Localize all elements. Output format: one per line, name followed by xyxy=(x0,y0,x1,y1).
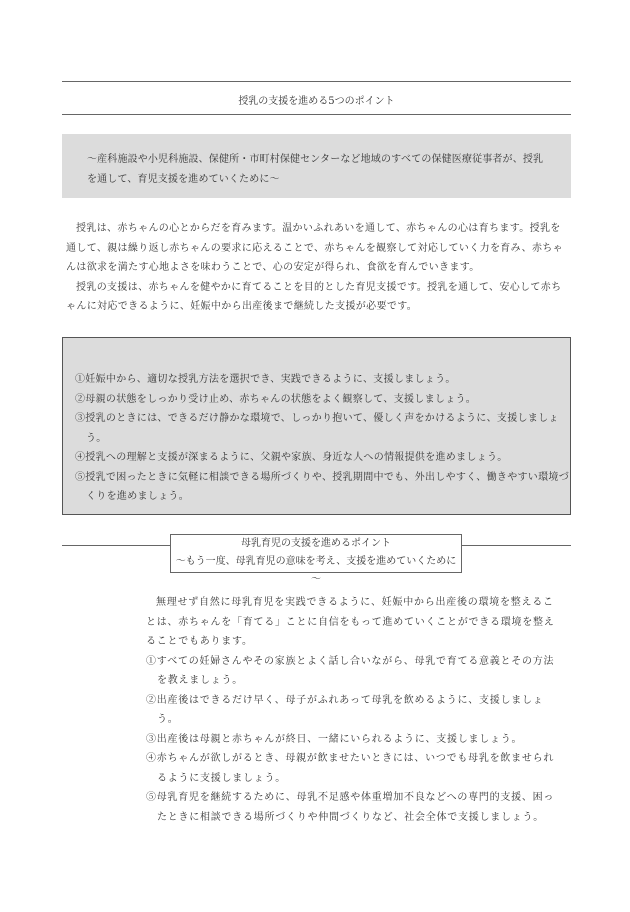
title-top-rule xyxy=(62,81,571,82)
list-item: ⑤母乳育児を継続するために、母乳不足感や体重増加不良などへの専門的支援、困ったときに相談できる場所づくりや仲間づくりなど、社会全体で支援しましょう。 xyxy=(146,792,555,823)
list-item: ③授乳のときには、できるだけ静かな環境で、しっかり抱いて、優しく声をかけるように、支援しましょう。 xyxy=(75,413,559,444)
section1-subtitle: ～産科施設や小児科施設、保健所・市町村保健センターなど地域のすべての保健医療従事者が、授乳を通して、育児支援を進めていくために～ xyxy=(87,154,544,185)
list-item: ②母親の状態をしっかり受け止め、赤ちゃんの状態をよく観察して、支援しましょう。 xyxy=(75,393,477,405)
list-item: ⑤授乳で困ったときに気軽に相談できる場所づくりや、授乳期間中でも、外出しやすく、働きやすい環境づくりを進めましょう。 xyxy=(75,471,569,502)
section2-subtitle: ～もう一度、母乳育児の意味を考え、支援を進めていくために～ xyxy=(175,556,457,585)
list-item: ③出産後は母親と赤ちゃんが終日、一緒にいられるように、支援しましょう。 xyxy=(146,733,523,745)
section2-body xyxy=(146,593,562,827)
section2-right-rule xyxy=(461,545,571,546)
section2-paragraph: 無理せず自然に母乳育児を実践できるように、妊娠中から出産後の環境を整えることは、赤ちゃんを「育てる」ことに自信をもって進めていくことができる環境を整えることでもあります。 xyxy=(146,597,555,647)
list-item: ①すべての妊婦さんやその家族とよく話し合いながら、母乳で育てる意義とその方法を教えましょう。 xyxy=(146,655,555,686)
list-item: ②出産後はできるだけ早く、母子がふれあって母乳を飲めるように、支援しましょう。 xyxy=(146,694,544,725)
section1-paragraph: 授乳は、赤ちゃんの心とからだを育みます。温かいふれあいを通して、赤ちゃんの心は育ちます。授乳を通して、親は繰り返し赤ちゃんの要求に応えることで、赤ちゃんを観察して対応していく力を育み、赤ちゃんは欲求を満たす心地よさを味わうことで、心の安定が得られ、食欲を育んでいきます。 xyxy=(66,223,563,274)
list-item: ④授乳への理解と支援が深まるように、父親や家族、身近な人への情報提供を進めましょう。 xyxy=(75,452,508,463)
section2-points-list xyxy=(146,652,562,828)
section2-title: 母乳育児の支援を進めるポイント xyxy=(241,538,391,549)
list-item: ④赤ちゃんが欲しがるとき、母親が飲ませたいときには、いつでも母乳を飲ませられるように支援しましょう。 xyxy=(146,753,555,784)
section2-title-box xyxy=(170,534,462,585)
section1-subtitle-box xyxy=(62,134,571,198)
title-bottom-rule xyxy=(62,114,571,115)
section1-body xyxy=(66,219,570,317)
section2-left-rule xyxy=(62,545,170,546)
section1-title: 授乳の支援を進める5つのポイント xyxy=(238,96,395,107)
section1-points-box xyxy=(62,337,571,515)
section1-paragraph: 授乳の支援は、赤ちゃんを健やかに育てることを目的とした育児支援です。授乳を通して、安心して赤ちゃんに対応できるように、妊娠中から出産後まで継続した支援が必要です。 xyxy=(66,281,562,313)
list-item: ①妊娠中から、適切な授乳方法を選択でき、実践できるように、支援しましょう。 xyxy=(75,374,456,385)
section1-points-list xyxy=(75,370,570,507)
